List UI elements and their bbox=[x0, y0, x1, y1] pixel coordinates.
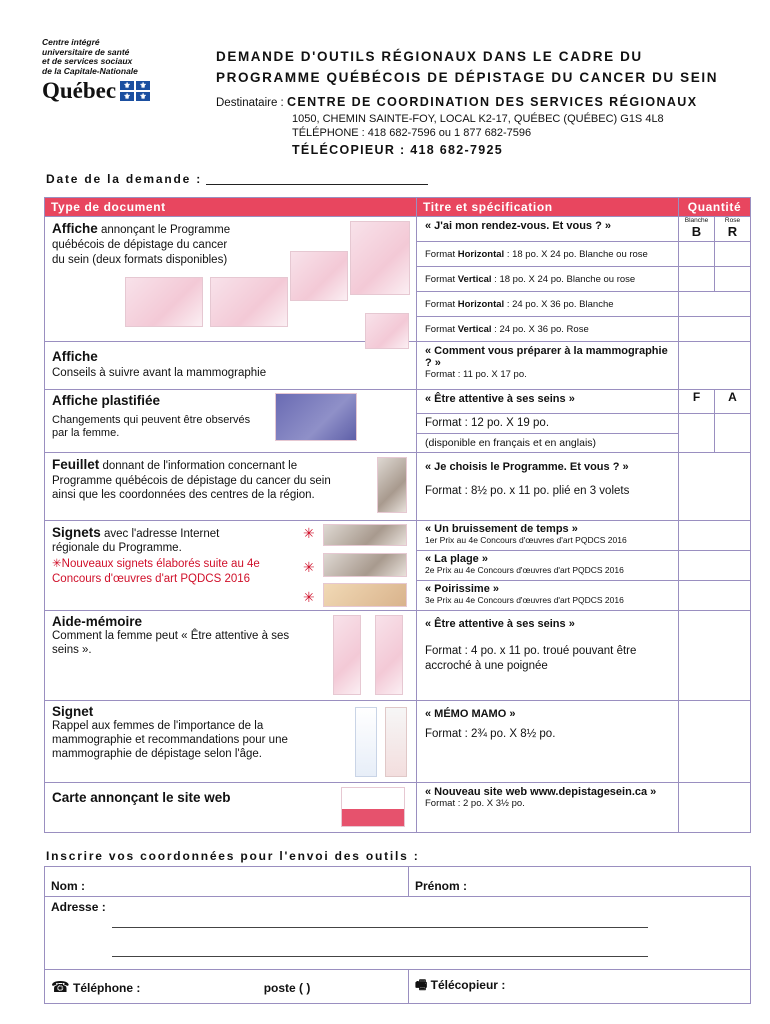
doc-title: Affiche plastifiée bbox=[52, 393, 161, 408]
logo-line: Centre intégré bbox=[42, 37, 100, 47]
recipient-address-block bbox=[292, 112, 664, 140]
poster-thumbnail bbox=[290, 251, 348, 301]
star-icon: ✳ bbox=[303, 589, 315, 605]
memo-mamo-thumbnail bbox=[355, 707, 377, 777]
new-signets-note: ✳Nouveaux signets élaborés suite au 4e Concours d'œuvres d'art PQDCS 2016 bbox=[52, 558, 260, 585]
qty-cell[interactable] bbox=[679, 701, 751, 783]
logo bbox=[42, 38, 192, 104]
spec-format: Format : 2 po. X 3½ po. bbox=[425, 798, 525, 809]
spec-format: Format : 2¾ po. X 8½ po. bbox=[425, 728, 556, 740]
telephone-field[interactable] bbox=[45, 970, 409, 1004]
qty-cell[interactable] bbox=[679, 242, 715, 267]
poste-label: poste ( ) bbox=[263, 980, 311, 995]
request-date-field[interactable] bbox=[206, 184, 428, 185]
spec-format: Format Horizontal : 18 po. X 24 po. Blanche ou rose bbox=[417, 242, 679, 267]
recipient-fax: TÉLÉCOPIEUR : 418 682-7925 bbox=[292, 143, 503, 157]
spec-prize: 1er Prix au 4e Concours d'œuvres d'art PQDCS 2016 bbox=[425, 535, 627, 545]
aide-memoire-thumbnail bbox=[375, 615, 403, 695]
request-date-label: Date de la demande : bbox=[46, 172, 203, 186]
star-icon: ✳ bbox=[303, 525, 315, 541]
spec-title: « La plage » bbox=[425, 553, 488, 565]
fax-icon: 🖷 bbox=[415, 976, 428, 992]
spec-affiche-2 bbox=[417, 342, 679, 390]
recipient-phone: TÉLÉPHONE : 418 682-7596 ou 1 877 682-7596 bbox=[292, 127, 532, 139]
spec-format: Format Vertical : 24 po. X 36 po. Rose bbox=[417, 317, 679, 342]
recipient-address: 1050, CHEMIN SAINTE-FOY, LOCAL K2-17, QUÉBEC (QUÉBEC) G1S 4L8 bbox=[292, 113, 664, 125]
adresse-field[interactable] bbox=[45, 897, 751, 970]
doc-feuillet: Feuillet donnant de l'information concernant le Programme québécois de dépistage du cancer du sein ainsi que les coordonnées des centres de la région. bbox=[45, 453, 417, 521]
spec-title: « Être attentive à ses seins » bbox=[425, 393, 575, 405]
bookmark-thumbnail bbox=[323, 553, 407, 577]
col-header-qty: Quantité bbox=[679, 198, 751, 217]
doc-title: Signet bbox=[52, 704, 94, 719]
title-line-1: DEMANDE D'OUTILS RÉGIONAUX DANS LE CADRE DU bbox=[216, 49, 643, 64]
spec-title: « Un bruissement de temps » bbox=[425, 523, 578, 535]
spec-signet bbox=[417, 701, 679, 783]
qty-cell[interactable] bbox=[679, 317, 751, 342]
spec-format: Format : 11 po. X 17 po. bbox=[425, 369, 527, 380]
spec-affiche-1 bbox=[417, 217, 679, 242]
qty-francais[interactable]: F bbox=[679, 390, 715, 414]
qty-cell[interactable] bbox=[679, 414, 715, 453]
spec-signet-3 bbox=[417, 581, 679, 611]
spec-note: (disponible en français et en anglais) bbox=[417, 434, 679, 453]
doc-signet bbox=[45, 701, 417, 783]
recipient-label: Destinataire : bbox=[216, 97, 284, 109]
request-date bbox=[46, 172, 428, 186]
qty-anglais[interactable]: A bbox=[715, 390, 751, 414]
doc-desc: Conseils à suivre avant la mammographie bbox=[52, 367, 267, 379]
prenom-field[interactable]: Prénom : bbox=[409, 867, 751, 897]
contact-section-title: Inscrire vos coordonnées pour l'envoi des outils : bbox=[46, 849, 420, 863]
telecopieur-field[interactable] bbox=[409, 970, 751, 1004]
poster-thumbnail bbox=[350, 221, 410, 295]
order-table bbox=[44, 197, 751, 833]
doc-title: Aide-mémoire bbox=[52, 614, 143, 629]
spec-format: Format : 8½ po. x 11 po. plié en 3 volets bbox=[425, 485, 630, 497]
spec-signet-2 bbox=[417, 551, 679, 581]
spec-title: « MÉMO MAMO » bbox=[425, 708, 516, 720]
recipient bbox=[216, 95, 697, 109]
doc-desc: Rappel aux femmes de l'importance de la mammographie et recommandations pour une mammographie de dépistage selon l'âge. bbox=[52, 720, 288, 760]
doc-title: Affiche bbox=[52, 349, 98, 364]
adresse-label: Adresse : bbox=[51, 900, 106, 914]
qty-cell[interactable] bbox=[715, 267, 751, 292]
bookmark-thumbnail bbox=[323, 524, 407, 546]
spec-format: Format : 4 po. x 11 po. troué pouvant être accroché à une poignée bbox=[425, 645, 637, 672]
logo-line: de la Capitale-Nationale bbox=[42, 65, 138, 76]
doc-signets: Signets avec l'adresse Internet régionale du Programme. ✳Nouveaux signets élaborés suite au 4e Concours d'œuvres d'art PQDCS 2016 ✳ ✳ ✳ bbox=[45, 521, 417, 611]
qty-cell[interactable] bbox=[679, 453, 751, 521]
qty-cell[interactable] bbox=[679, 551, 751, 581]
doc-affiche-2 bbox=[45, 342, 417, 390]
doc-desc: québécois de dépistage du cancer du sein (deux formats disponibles) bbox=[52, 239, 228, 266]
doc-aide-memoire bbox=[45, 611, 417, 701]
poster-thumbnail bbox=[125, 277, 203, 327]
memo-mamo-thumbnail bbox=[385, 707, 407, 777]
spec-signet-1 bbox=[417, 521, 679, 551]
leaflet-thumbnail bbox=[377, 457, 407, 513]
spec-format: Format Vertical : 18 po. X 24 po. Blanche ou rose bbox=[417, 267, 679, 292]
spec-affiche-plastifiee bbox=[417, 390, 679, 414]
bookmark-thumbnail bbox=[323, 583, 407, 607]
poster-thumbnail bbox=[275, 393, 357, 441]
star-icon: ✳ bbox=[52, 558, 62, 570]
doc-title: Feuillet bbox=[52, 457, 100, 472]
qty-rose[interactable]: Rose R bbox=[715, 217, 751, 242]
spec-title: « J'ai mon rendez-vous. Et vous ? » bbox=[425, 220, 611, 232]
recipient-name: CENTRE DE COORDINATION DES SERVICES RÉGIONAUX bbox=[286, 95, 698, 109]
qty-cell[interactable] bbox=[679, 611, 751, 701]
doc-title: Affiche bbox=[52, 221, 98, 236]
col-header-title: Titre et spécification bbox=[417, 198, 679, 217]
phone-icon: ☎ bbox=[51, 978, 70, 996]
qty-cell[interactable] bbox=[715, 414, 751, 453]
aide-memoire-thumbnail bbox=[333, 615, 361, 695]
quebec-wordmark-text: Québec bbox=[42, 78, 117, 103]
nom-field[interactable]: Nom : bbox=[45, 867, 409, 897]
doc-title: Carte annonçant le site web bbox=[52, 790, 231, 805]
qty-cell[interactable] bbox=[715, 242, 751, 267]
address-line-1[interactable] bbox=[112, 927, 648, 928]
doc-title: Signets bbox=[52, 525, 101, 540]
spec-format: Format : 12 po. X 19 po. bbox=[417, 414, 679, 434]
address-line-2[interactable] bbox=[112, 956, 648, 957]
spec-format: Format Horizontal : 24 po. X 36 po. Blanche bbox=[417, 292, 679, 317]
qty-blanche[interactable]: Blanche B bbox=[679, 217, 715, 242]
qty-cell[interactable] bbox=[679, 292, 751, 317]
telephone-label: Téléphone : bbox=[73, 980, 141, 995]
spec-title: « Je choisis le Programme. Et vous ? » bbox=[425, 461, 629, 473]
doc-carte bbox=[45, 783, 417, 833]
card-thumbnail bbox=[341, 787, 405, 827]
star-icon: ✳ bbox=[303, 559, 315, 575]
doc-desc: Changements qui peuvent être observés par la femme. bbox=[52, 414, 251, 439]
poster-thumbnail bbox=[210, 277, 288, 327]
qty-cell[interactable] bbox=[679, 521, 751, 551]
spec-carte bbox=[417, 783, 679, 833]
spec-title: « Poirissime » bbox=[425, 583, 499, 595]
qty-cell[interactable] bbox=[679, 783, 751, 833]
spec-prize: 2e Prix au 4e Concours d'œuvres d'art PQDCS 2016 bbox=[425, 565, 624, 575]
title-line-2: PROGRAMME QUÉBÉCOIS DE DÉPISTAGE DU CANCER DU SEIN bbox=[216, 70, 719, 85]
page-title bbox=[216, 46, 718, 88]
doc-affiche-1: Affiche annonçant le Programme québécois de dépistage du cancer du sein (deux formats disponibles) bbox=[45, 217, 417, 342]
doc-desc: régionale du Programme. bbox=[52, 542, 182, 554]
qty-cell[interactable] bbox=[679, 581, 751, 611]
spec-aide-memoire bbox=[417, 611, 679, 701]
spec-title: « Nouveau site web www.depistagesein.ca » bbox=[425, 786, 657, 798]
spec-feuillet bbox=[417, 453, 679, 521]
spec-title: « Comment vous préparer à la mammographie ? » bbox=[425, 345, 668, 369]
logo-line: et de services sociaux bbox=[42, 56, 133, 66]
telecopieur-label: Télécopieur : bbox=[430, 977, 506, 992]
doc-desc: Programme québécois de dépistage du cancer du sein ainsi que les coordonnées des centres de la région. bbox=[52, 475, 331, 501]
col-header-type: Type de document bbox=[45, 198, 417, 217]
qty-cell[interactable] bbox=[679, 267, 715, 292]
logo-line: universitaire de santé bbox=[42, 46, 130, 57]
quebec-wordmark bbox=[42, 78, 192, 104]
qty-cell[interactable] bbox=[679, 342, 751, 390]
contact-table bbox=[44, 866, 751, 1004]
doc-affiche-plastifiee bbox=[45, 390, 417, 453]
doc-desc: Comment la femme peut « Être attentive à ses seins ». bbox=[52, 630, 290, 656]
spec-prize: 3e Prix au 4e Concours d'œuvres d'art PQDCS 2016 bbox=[425, 595, 624, 605]
quebec-flag-icon: ⚜ ⚜ ⚜ ⚜ bbox=[120, 81, 150, 101]
spec-title: « Être attentive à ses seins » bbox=[425, 618, 575, 630]
